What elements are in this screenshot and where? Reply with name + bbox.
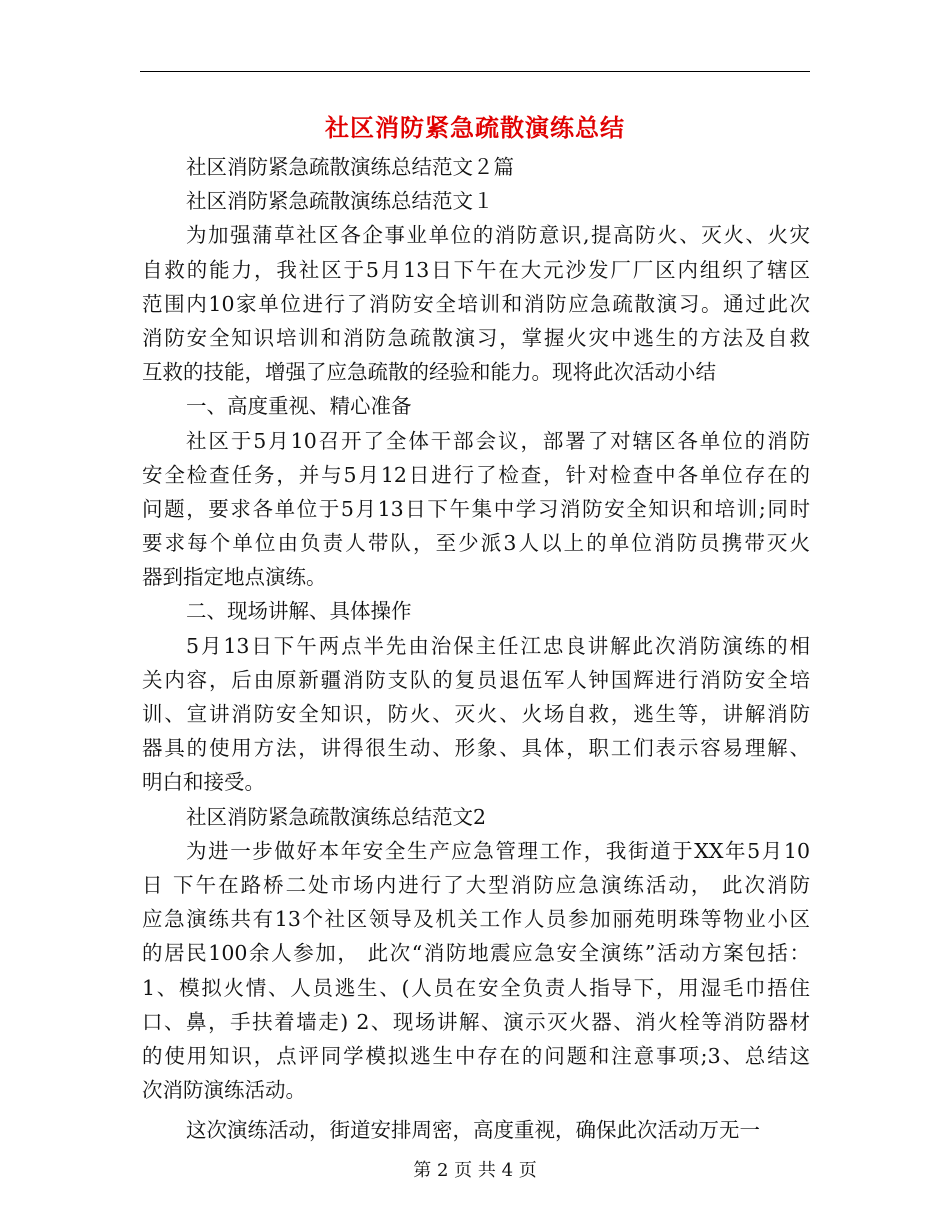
- paragraph-line: 器到指定地点演练。: [142, 565, 327, 590]
- paragraph-line: 次消防演练活动。: [142, 1078, 306, 1103]
- paragraph-line: 5月13日下午两点半先由治保主任江忠良讲解此次消防演练的相: [186, 633, 810, 658]
- paragraph-line: 问题，要求各单位于5月13日下午集中学习消防安全知识和培训;同时: [142, 496, 810, 521]
- paragraph-line: 器具的使用方法，讲得很生动、形象、具体，职工们表示容易理解、: [142, 736, 810, 761]
- section-heading: 二、现场讲解、具体操作: [186, 599, 412, 624]
- section-heading: 社区消防紧急疏散演练总结范文１: [186, 189, 494, 214]
- page-number: 第 2 页 共 4 页: [413, 1160, 537, 1181]
- paragraph-line: 消防安全知识培训和消防急疏散演习，掌握火灾中逃生的方法及自救: [142, 325, 810, 350]
- subtitle-line: 社区消防紧急疏散演练总结范文２篇: [186, 155, 514, 179]
- paragraph-line: 为进一步做好本年安全生产应急管理工作，我街道于XX年5月10: [186, 838, 810, 863]
- paragraph-line: 的居民100余人参加， 此次“消防地震应急安全演练”活动方案包括：: [142, 941, 810, 966]
- document-title: 社区消防紧急疏散演练总结: [325, 113, 625, 142]
- paragraph-line: 互救的技能，增强了应急疏散的经验和能力。现将此次活动小结: [142, 360, 716, 385]
- paragraph-line: 要求每个单位由负责人带队，至少派3人以上的单位消防员携带灭火: [142, 531, 810, 556]
- paragraph-line: 明白和接受。: [142, 770, 265, 795]
- paragraph-line: 社区于5月10召开了全体干部会议，部署了对辖区各单位的消防: [186, 428, 810, 453]
- paragraph-line: 自救的能力，我社区于5月13日下午在大元沙发厂厂区内组织了辖区: [142, 257, 810, 282]
- document-body: [142, 150, 810, 1147]
- paragraph-line: 关内容，后由原新疆消防支队的复员退伍军人钟国辉进行消防安全培: [142, 667, 810, 692]
- paragraph-line: 训、宣讲消防安全知识，防火、灭火、火场自救，逃生等，讲解消防: [142, 702, 810, 726]
- paragraph-line: 安全检查任务，并与5月12日进行了检查，针对检查中各单位存在的: [142, 462, 810, 487]
- paragraph-line: 这次演练活动，街道安排周密，高度重视，确保此次活动万无一: [186, 1118, 760, 1143]
- section-heading: 一、高度重视、精心准备: [186, 394, 412, 419]
- header-rule: [140, 71, 810, 72]
- paragraph-line: 应急演练共有13个社区领导及机关工作人员参加丽苑明珠等物业小区: [142, 907, 810, 932]
- section-heading: 社区消防紧急疏散演练总结范文2: [186, 804, 487, 829]
- paragraph-line: 1、模拟火情、人员逃生、(人员在安全负责人指导下，用湿毛巾捂住: [142, 975, 810, 1000]
- paragraph-line: 范围内10家单位进行了消防安全培训和消防应急疏散演习。通过此次: [142, 291, 810, 316]
- paragraph-line: 的使用知识，点评同学模拟逃生中存在的问题和注意事项;3、总结这: [142, 1043, 810, 1068]
- paragraph-line: 口、鼻，手扶着墙走) 2、现场讲解、演示灭火器、消火栓等消防器材: [142, 1009, 810, 1034]
- paragraph-line: 日 下午在路桥二处市场内进行了大型消防应急演练活动， 此次消防: [142, 872, 810, 897]
- paragraph-line: 为加强蒲草社区各企事业单位的消防意识,提高防火、灭火、火灾: [186, 223, 810, 248]
